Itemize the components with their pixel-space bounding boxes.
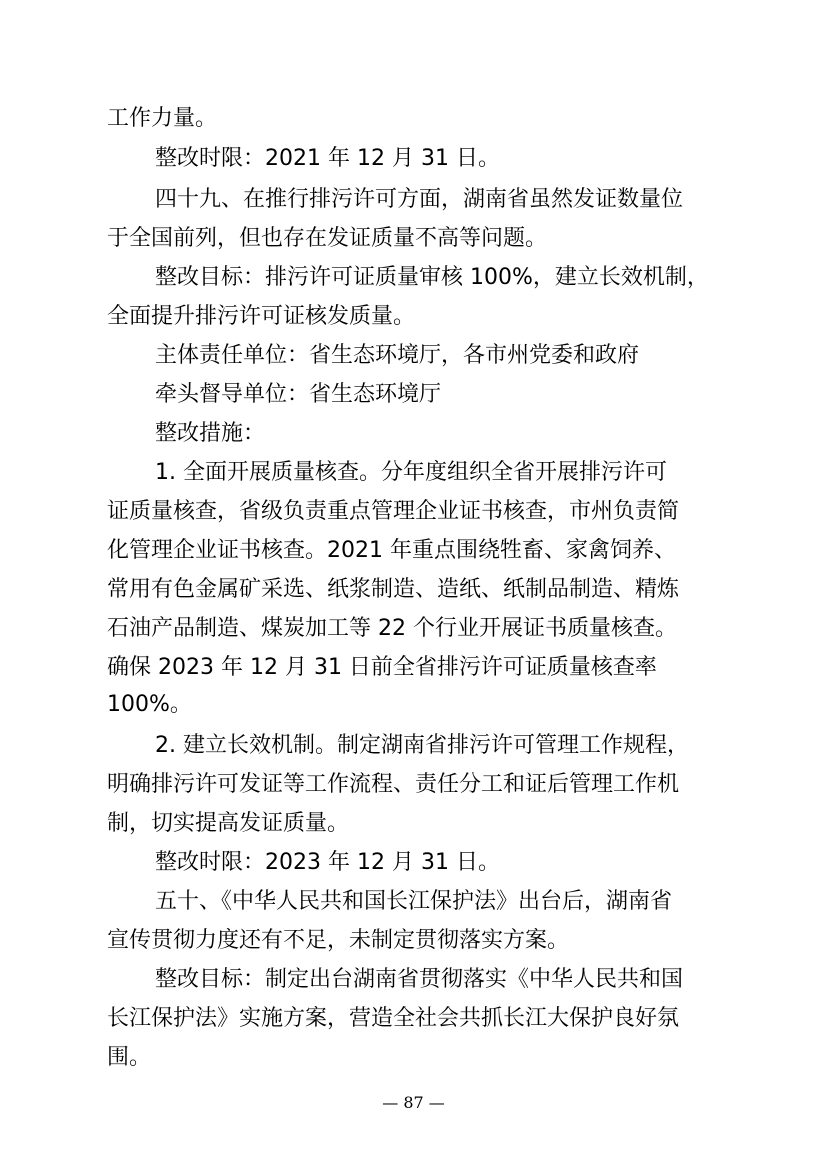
text-line: 石油产品制造、煤炭加工等 22 个行业开展证书质量核查。 — [107, 616, 677, 641]
text-line: 全面提升排污许可证核发质量。 — [107, 304, 416, 329]
text-line: 于全国前列，但也存在发证质量不高等问题。 — [107, 226, 548, 251]
text-line: 常用有色金属矿采选、纸浆制造、造纸、纸制品制造、精炼 — [107, 577, 680, 602]
text-line: 明确排污许可发证等工作流程、责任分工和证后管理工作机 — [107, 772, 680, 797]
text-line: 牵头督导单位：省生态环境厅 — [155, 382, 442, 407]
text-line: 制，切实提高发证质量。 — [107, 811, 350, 836]
text-line: 整改目标：排污许可证质量审核 100%，建立长效机制， — [155, 265, 709, 290]
text-line: 围。 — [107, 1045, 152, 1070]
text-line: 整改时限：2023 年 12 月 31 日。 — [155, 850, 500, 875]
page-number: — 87 — — [382, 1093, 445, 1112]
text-line: 化管理企业证书核查。2021 年重点围绕牲畜、家禽饲养、 — [107, 538, 676, 563]
text-line: 整改目标：制定出台湖南省贯彻落实《中华人民共和国 — [155, 967, 684, 992]
text-line: 证质量核查，省级负责重点管理企业证书核查，市州负责简 — [107, 499, 680, 524]
text-line: 工作力量。 — [107, 106, 218, 131]
text-line: 长江保护法》实施方案，营造全社会共抓长江大保护良好氛 — [107, 1006, 680, 1031]
text-line: 1. 全面开展质量核查。分年度组织全省开展排污许可 — [155, 460, 667, 485]
text-line: 确保 2023 年 12 月 31 日前全省排污许可证质量核查率 — [107, 655, 657, 680]
text-line: 四十九、在推行排污许可方面，湖南省虽然发证数量位 — [155, 187, 684, 212]
text-line: 主体责任单位：省生态环境厅，各市州党委和政府 — [155, 343, 640, 368]
text-line: 五十、《中华人民共和国长江保护法》出台后，湖南省 — [155, 889, 673, 914]
text-line: 宣传贯彻力度还有不足，未制定贯彻落实方案。 — [107, 928, 570, 953]
text-line: 100%。 — [107, 692, 192, 717]
text-line: 整改时限：2021 年 12 月 31 日。 — [155, 146, 500, 171]
text-line: 整改措施： — [155, 421, 266, 446]
text-line: 2. 建立长效机制。制定湖南省排污许可管理工作规程， — [155, 733, 689, 758]
